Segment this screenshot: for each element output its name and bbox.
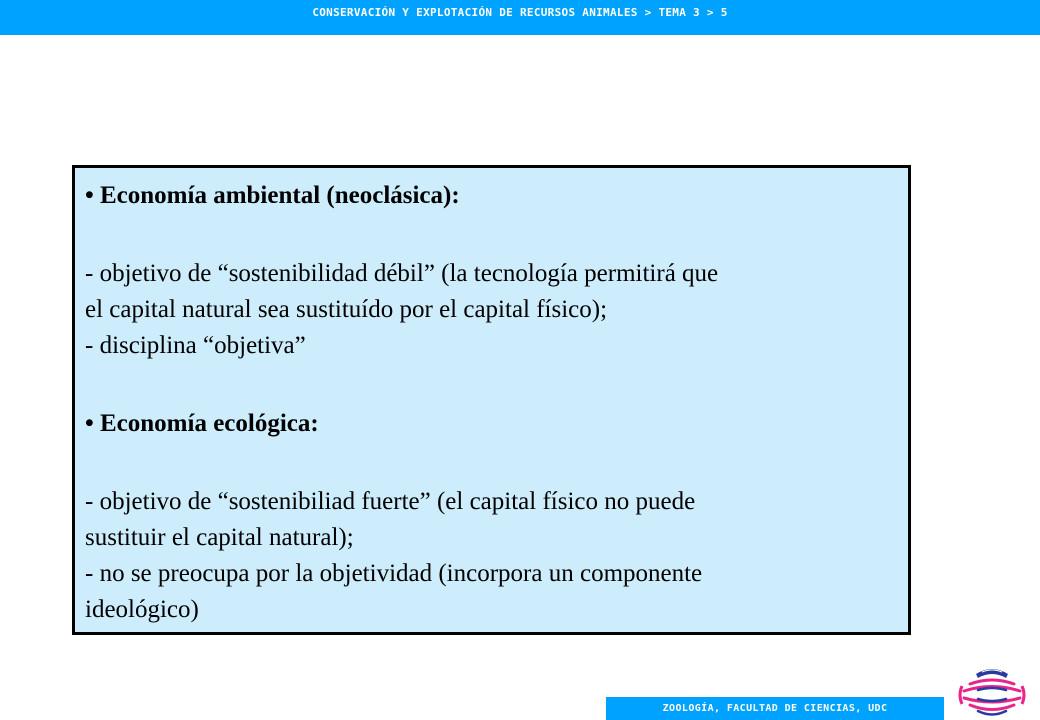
- section-heading-economia-ecologica: • Economía ecológica:: [85, 410, 319, 437]
- spacer: [85, 442, 898, 484]
- footer-text: ZOOLOGÍA, FACULTAD DE CIENCIAS, UDC: [662, 703, 888, 714]
- section-heading-economia-ambiental: • Economía ambiental (neoclásica):: [85, 182, 460, 209]
- text-line: - disciplina “objetiva”: [85, 332, 306, 359]
- text-line: el capital natural sea sustituído por el capital físico);: [85, 296, 608, 323]
- text-line: - no se preocupa por la objetividad (incorpora un componente: [85, 560, 703, 587]
- text-line: sustituir el capital natural);: [85, 524, 354, 551]
- spacer: [85, 214, 898, 256]
- footer-bar: [606, 697, 944, 720]
- content-box: [72, 165, 911, 635]
- breadcrumb: CONSERVACIÓN Y EXPLOTACIÓN DE RECURSOS ANIMALES > TEMA 3 > 5: [312, 6, 728, 19]
- text-line: - objetivo de “sostenibilidad débil” (la tecnología permitirá que: [85, 260, 719, 287]
- text-line: ideológico): [85, 596, 199, 623]
- text-line: - objetivo de “sostenibiliad fuerte” (el capital físico no puede: [85, 488, 696, 515]
- spacer: [85, 364, 898, 406]
- university-logo-icon: [956, 660, 1028, 720]
- header-bar: [0, 0, 1040, 35]
